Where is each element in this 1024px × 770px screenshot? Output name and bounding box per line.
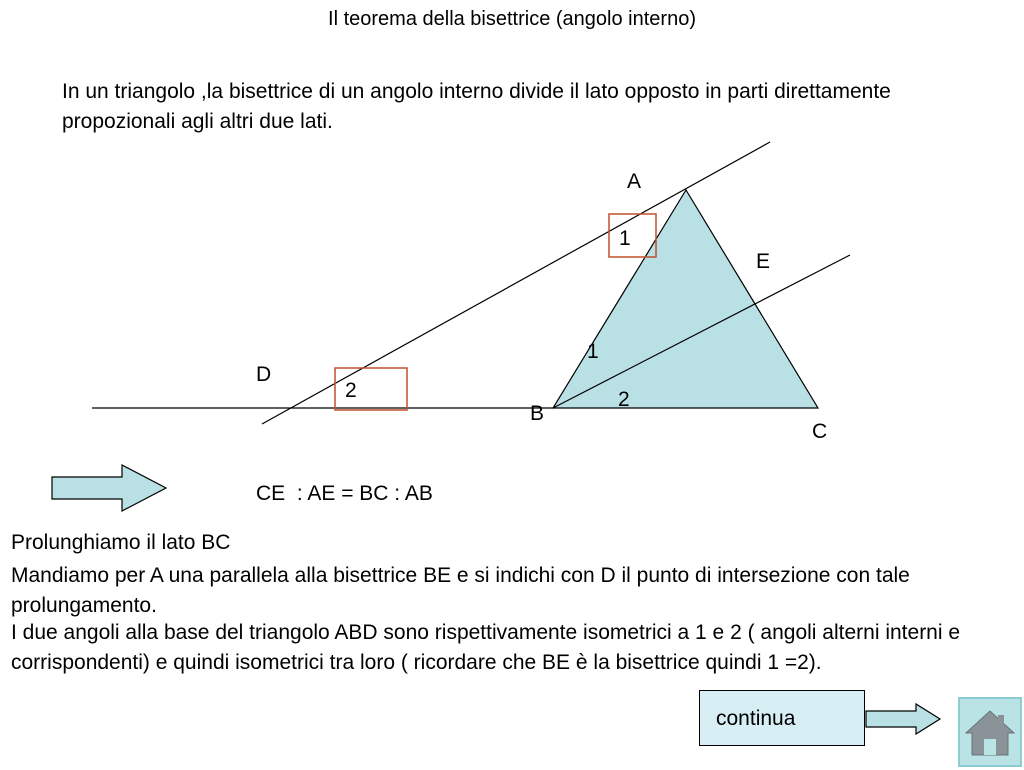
point-e-label: E: [756, 250, 771, 273]
point-a-label: A: [627, 170, 642, 193]
step-text-3: I due angoli alla base del triangolo ABD sono rispettivamente isometrici a 1 e 2 ( angoli alterni interni e corrispondenti) e quindi isometrici tra loro ( ricordare che BE è la bisettrice quindi 1 =2).: [11, 621, 961, 674]
continue-button[interactable]: continua: [699, 690, 865, 746]
home-button[interactable]: [958, 697, 1022, 767]
point-d-label: D: [256, 363, 272, 386]
step-text-1: Prolunghiamo il lato BC: [11, 531, 231, 554]
home-icon: [960, 699, 1020, 765]
slide-title: Il teorema della bisettrice (angolo interno): [328, 8, 696, 30]
angle-2-at-b-label: 2: [618, 388, 630, 411]
right-arrow-icon: [52, 465, 166, 511]
angle-1-at-a-label: 1: [619, 227, 631, 250]
angle-2-at-d-label: 2: [345, 379, 357, 402]
triangle-abc: [553, 190, 818, 408]
continue-arrow-icon[interactable]: [866, 704, 940, 734]
point-c-label: C: [812, 420, 828, 443]
angle-1-at-b-label: 1: [587, 340, 599, 363]
proportion-formula: CE : AE = BC : AB: [256, 482, 433, 505]
step-text-2: Mandiamo per A una parallela alla bisettrice BE e si indichi con D il punto di intersezione con tale prolungamento.: [11, 564, 910, 617]
point-b-label: B: [530, 402, 545, 425]
theorem-statement: In un triangolo ,la bisettrice di un angolo interno divide il lato opposto in parti direttamente propozionali agli altri due lati.: [62, 80, 891, 133]
